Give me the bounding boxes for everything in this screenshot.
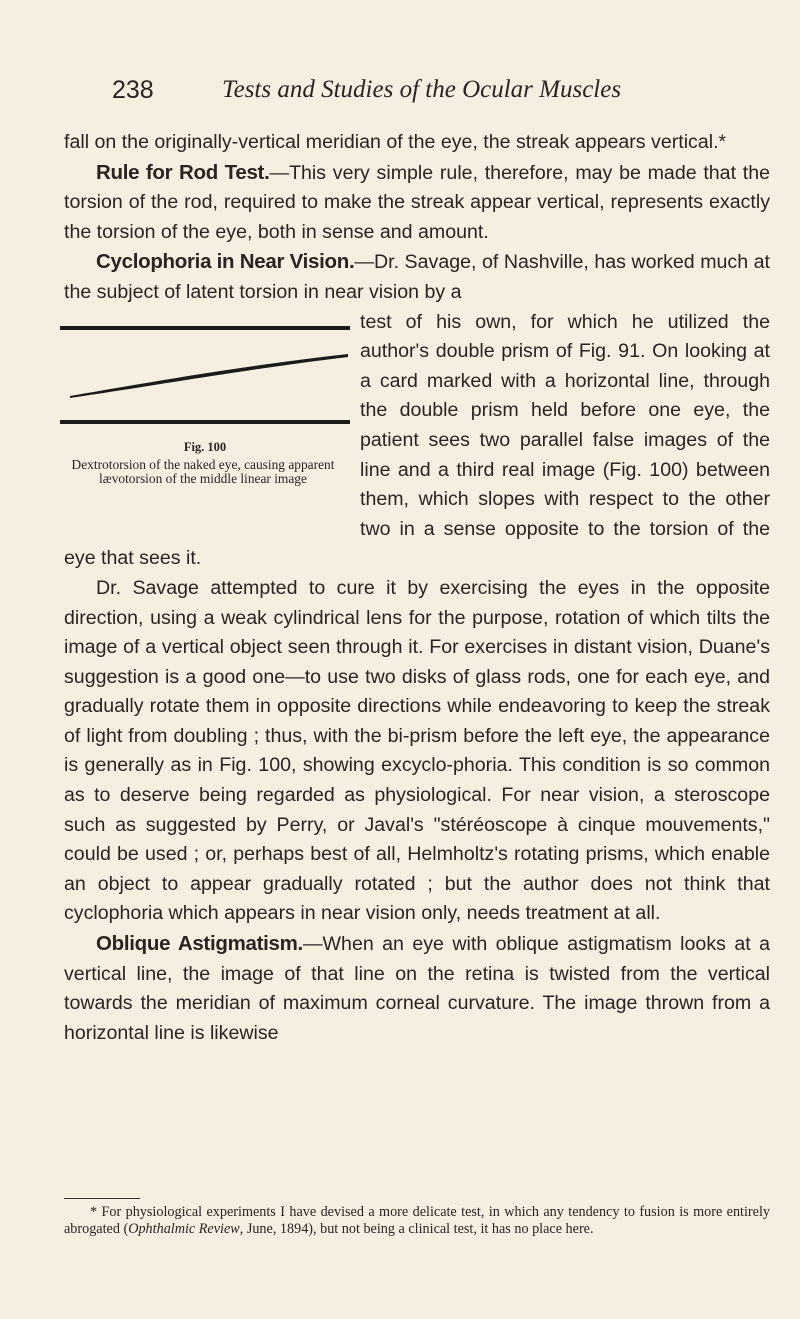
figure-label: Fig. 100 (183, 439, 227, 454)
footnote-journal: Ophthalmic Review (128, 1220, 240, 1237)
paragraph-1: fall on the originally-vertical meridian of the eye, the streak appears vertical.* (64, 131, 727, 153)
false-image-line-top (60, 326, 350, 330)
body-text (64, 128, 770, 1048)
paragraph-3-intro (64, 247, 770, 307)
false-image-line-bottom (60, 420, 350, 424)
figure-100-image (60, 324, 350, 434)
footnote-text-before: * For physiological experiments I have devised a more delicate test, in which any tendency to fusion is more entirely abrogated ( (64, 1204, 770, 1237)
paragraph-2 (64, 158, 770, 248)
heading-rule-for-rod-test: Rule for Rod Test. (96, 160, 270, 184)
paragraph-3-continued: test of his own, for which he utilized the author's double prism of Fig. 91. On looking at a card marked with a horizontal line, through the double prism held before one eye, the patient sees two parallel false images of the line and a third real image (Fig. 100) between them, which slopes with respect to the other two in a sense opposite to the torsion of the eye that sees it. (64, 310, 770, 570)
footnote-text-after: , June, 1894), but not being a clinical test, it has no place here. (239, 1220, 594, 1237)
footnote-rule (64, 1198, 140, 1199)
running-title: Tests and Studies of the Ocular Muscles (222, 76, 622, 103)
page-number: 238 (112, 76, 154, 104)
real-image-line-middle (70, 354, 348, 398)
paragraph-2-text: —This very simple rule, therefore, may be made that the torsion of the rod, required to make the streak appear vertical, represents exactly the torsion of the eye, both in sense and amount. (64, 161, 770, 243)
footnote (64, 1204, 770, 1237)
figure-caption: Dextrotorsion of the naked eye, causing apparent lævotorsion of the middle linear image (71, 456, 335, 487)
heading-oblique-astigmatism: Oblique Astigmatism. (96, 932, 303, 956)
paragraph-5 (64, 929, 770, 1048)
paragraph-3-line1: —Dr. Savage, of Nashville, has worked much at the subject of latent torsion in near vision by a (64, 251, 770, 303)
heading-cyclophoria: Cyclophoria in Near Vision. (96, 250, 355, 274)
figure-100 (64, 308, 346, 544)
paragraph-4: Dr. Savage attempted to cure it by exercising the eyes in the opposite direction, using a weak cylindrical lens for the purpose, rotation of which tilts the image of a vertical object seen through it. For exercises in distant vision, Duane's suggestion is a good one—to use two disks of glass rods, one for each eye, and gradually rotate them in opposite directions while endeavoring to keep the streak of light from doubling ; thus, with the bi-prism before the left eye, the appearance is generally as in Fig. 100, showing excyclo-phoria. This condition is so common as to deserve being regarded as physiological. For near vision, a steroscope such as suggested by Perry, or Javal's "stéréoscope à cinque mouvements," could be used ; or, perhaps best of all, Helmholtz's rotating prisms, which enable an object to appear gradually rotated ; but the author does not think that cyclophoria which appears in near vision only, needs treatment at all. (64, 576, 770, 925)
running-header (112, 76, 712, 120)
paragraph-5-text: —When an eye with oblique astigmatism looks at a vertical line, the image of that line on the retina is twisted from the vertical towards the meridian of maximum corneal curvature. The image thrown from a horizontal line is likewise (64, 933, 770, 1044)
